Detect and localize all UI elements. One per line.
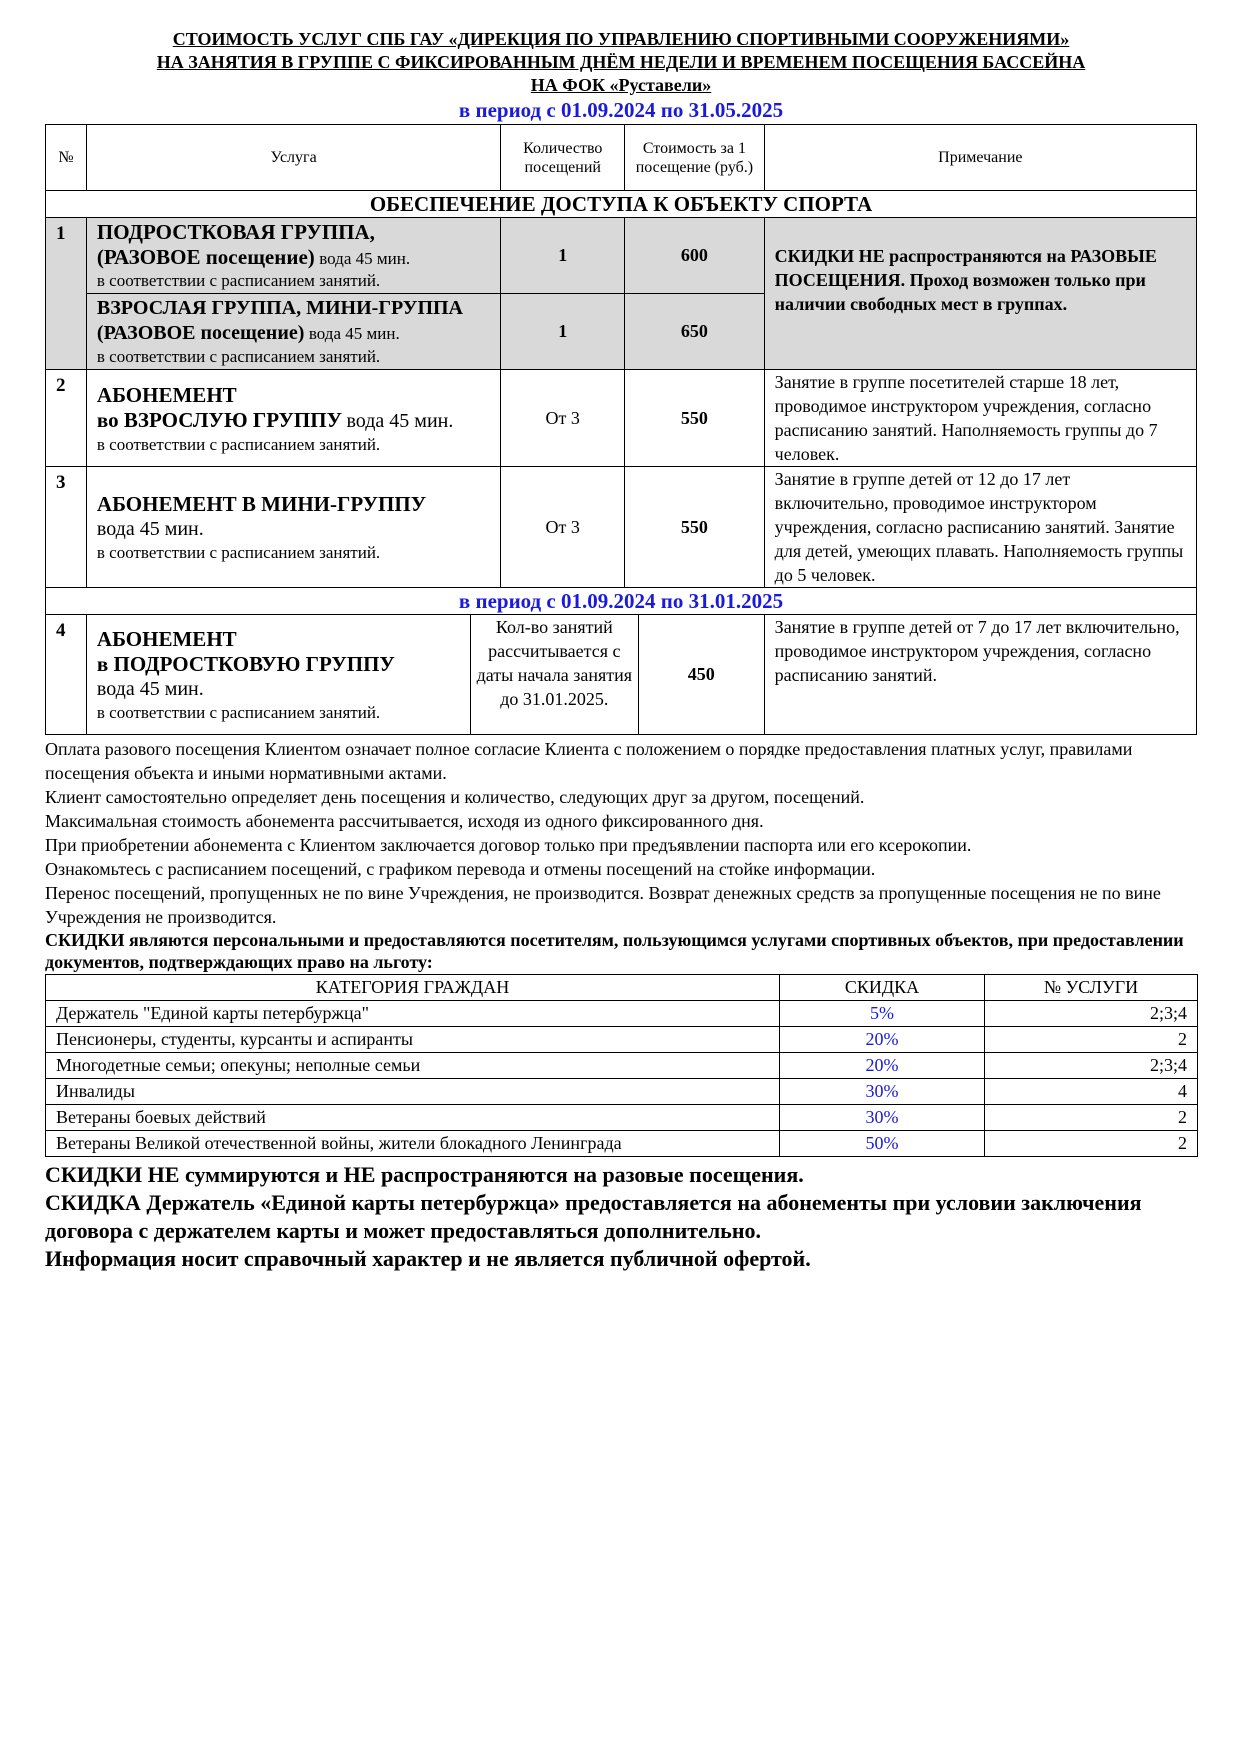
discount-table [45,974,1198,1157]
rule-paragraph: Максимальная стоимость абонемента рассчитывается, исходя из одного фиксированного дня. [45,811,764,831]
table-row [46,1001,1198,1027]
section-row [46,588,1197,615]
discount-service-numbers: 2;3;4 [985,1001,1198,1027]
table-row [46,1079,1198,1105]
discount-category: Многодетные семьи; опекуны; неполные семьи [46,1053,780,1079]
note-cell: Занятие в группе посетителей старше 18 лет, проводимое инструктором учреждения, согласно расписанию занятий. Наполняемость группы до 7 человек. [764,370,1196,467]
table-row [46,1105,1198,1131]
service-schedule: в соответствии с расписанием занятий. [96,703,381,722]
table-header-row [46,125,1197,191]
discount-category: Держатель "Единой карты петербуржца" [46,1001,780,1027]
rule-paragraph: Оплата разового посещения Клиентом означает полное согласие Клиента с положением о порядке предоставления платных услуг, правилами посещения объекта и иными нормативными актами. [45,739,1133,783]
service-title: ПОДРОСТКОВАЯ ГРУППА, [96,220,375,244]
service-title: АБОНЕМЕНТ В МИНИ-ГРУППУ [96,492,427,516]
table-row [46,370,1197,467]
service-subtitle: в ПОДРОСТКОВУЮ ГРУППУ [96,652,395,676]
discount-service-numbers: 2;3;4 [985,1053,1198,1079]
service-subtitle: (РАЗОВОЕ посещение) [96,322,305,344]
table-row [46,615,1197,735]
header-line-1: СТОИМОСТЬ УСЛУГ СПБ ГАУ «ДИРЕКЦИЯ ПО УПРАВЛЕНИЮ СПОРТИВНЫМИ СООРУЖЕНИЯМИ» [172,29,1070,49]
discount-value: 30% [780,1079,985,1105]
visit-count: От 3 [501,370,625,467]
service-title: АБОНЕМЕНТ [96,627,237,651]
note-cell: СКИДКИ НЕ распространяются на РАЗОВЫЕ ПОСЕЩЕНИЯ. Проход возможен только при наличии свободных мест в группах. [764,218,1196,370]
row-number: 4 [46,615,87,735]
visit-count: 1 [501,218,625,294]
final-note: Информация носит справочный характер и не является публичной офертой. [45,1246,811,1271]
col-count-header: Количество посещений [501,125,625,191]
discount-value: 30% [780,1105,985,1131]
table-row [46,1027,1198,1053]
price-table [45,124,1197,735]
service-schedule: в соответствии с расписанием занятий. [96,543,381,562]
note-cell: Занятие в группе детей от 12 до 17 лет включительно, проводимое инструктором учреждения, согласно расписанию занятий. Занятие для детей, умеющих плавать. Наполняемость группы до 5 человек. [764,467,1196,588]
section-row [46,191,1197,218]
service-title: АБОНЕМЕНТ [96,382,237,407]
visit-price: 550 [625,467,765,588]
discount-value: 50% [780,1131,985,1157]
service-duration: вода 45 мин. [96,518,204,540]
table-row [46,1053,1198,1079]
service-cell [86,370,500,467]
discount-header-category: КАТЕГОРИЯ ГРАЖДАН [46,975,780,1001]
table-row [46,467,1197,588]
table-row [46,1131,1198,1157]
discount-header-discount: СКИДКА [780,975,985,1001]
discount-intro: СКИДКИ являются персональными и предоставляются посетителям, пользующимся услугами спортивных объектов, при предоставлении документов, подтверждающих право на льготу: [45,930,1184,972]
row-number: 2 [46,370,87,467]
final-notes [45,1161,1197,1273]
visit-price: 600 [625,218,765,294]
service-schedule: в соответствии с расписанием занятий. [96,434,381,454]
final-note: СКИДКИ НЕ суммируются и НЕ распространяются на разовые посещения. [45,1162,804,1187]
discount-service-numbers: 4 [985,1079,1198,1105]
discount-header-service: № УСЛУГИ [985,975,1198,1001]
discount-service-numbers: 2 [985,1027,1198,1053]
discount-header-row [46,975,1198,1001]
rule-paragraph: Клиент самостоятельно определяет день посещения и количество, следующих друг за другом, посещений. [45,787,865,807]
service-duration: вода 45 мин. [96,678,204,700]
service-cell [86,615,470,735]
discount-category: Инвалиды [46,1079,780,1105]
discount-category: Ветераны Великой отечественной войны, жители блокадного Ленинграда [46,1131,780,1157]
service-title: ВЗРОСЛАЯ ГРУППА, МИНИ-ГРУППА [96,297,463,319]
service-subtitle: (РАЗОВОЕ посещение) [96,245,315,269]
service-cell [86,294,500,370]
discount-value: 5% [780,1001,985,1027]
col-price-header: Стоимость за 1 посещение (руб.) [625,125,765,191]
section-title: ОБЕСПЕЧЕНИЕ ДОСТУПА К ОБЪЕКТУ СПОРТА [46,191,1197,218]
rule-paragraph: При приобретении абонемента с Клиентом заключается договор только при предъявлении паспорта или его ксерокопии. [45,835,972,855]
discount-category: Ветераны боевых действий [46,1105,780,1131]
service-subtitle: во ВЗРОСЛУЮ ГРУППУ [96,407,342,432]
discount-value: 20% [780,1027,985,1053]
discount-value: 20% [780,1053,985,1079]
service-cell [86,218,500,294]
visit-price: 550 [625,370,765,467]
visit-count: От 3 [501,467,625,588]
row-number: 3 [46,467,87,588]
note-cell: Занятие в группе детей от 7 до 17 лет включительно, проводимое инструктором учреждения, согласно расписанию занятий. [764,615,1196,735]
period-main: в период с 01.09.2024 по 31.05.2025 [458,98,784,122]
period-secondary: в период с 01.09.2024 по 31.01.2025 [46,588,1197,615]
final-note: СКИДКА Держатель «Единой карты петербуржца» предоставляется на абонементы при условии заключения договора с держателем карты и может предоставляться дополнительно. [45,1190,1142,1243]
rules-paragraphs [45,737,1197,929]
col-num-header: № [46,125,87,191]
header-line-3: НА ФОК «Руставели» [530,75,712,95]
service-cell [86,467,500,588]
rule-paragraph: Перенос посещений, пропущенных не по вине Учреждения, не производится. Возврат денежных средств за пропущенные посещения не по вине Учреждения не производится. [45,883,1161,927]
discount-category: Пенсионеры, студенты, курсанты и аспиранты [46,1027,780,1053]
service-schedule: в соответствии с расписанием занятий. [96,347,381,366]
table-row [46,218,1197,294]
discount-service-numbers: 2 [985,1105,1198,1131]
discount-service-numbers: 2 [985,1131,1198,1157]
visit-price: 650 [625,294,765,370]
service-schedule: в соответствии с расписанием занятий. [96,271,381,290]
row-number: 1 [46,218,87,370]
header-line-2: НА ЗАНЯТИЯ В ГРУППЕ С ФИКСИРОВАННЫМ ДНЁМ НЕДЕЛИ И ВРЕМЕНЕМ ПОСЕЩЕНИЯ БАССЕЙНА [156,52,1086,72]
col-service-header: Услуга [86,125,500,191]
visit-price: 450 [638,615,764,735]
col-note-header: Примечание [764,125,1196,191]
service-duration: вода 45 мин. [346,409,454,432]
visit-count: Кол-во занятий рассчитывается с даты начала занятия до 31.01.2025. [470,615,638,735]
visit-count: 1 [501,294,625,370]
rule-paragraph: Ознакомьтесь с расписанием посещений, с графиком перевода и отмены посещений на стойке информации. [45,859,876,879]
service-duration: вода 45 мин. [319,249,411,268]
document-page [45,28,1197,1273]
service-duration: вода 45 мин. [308,324,400,343]
